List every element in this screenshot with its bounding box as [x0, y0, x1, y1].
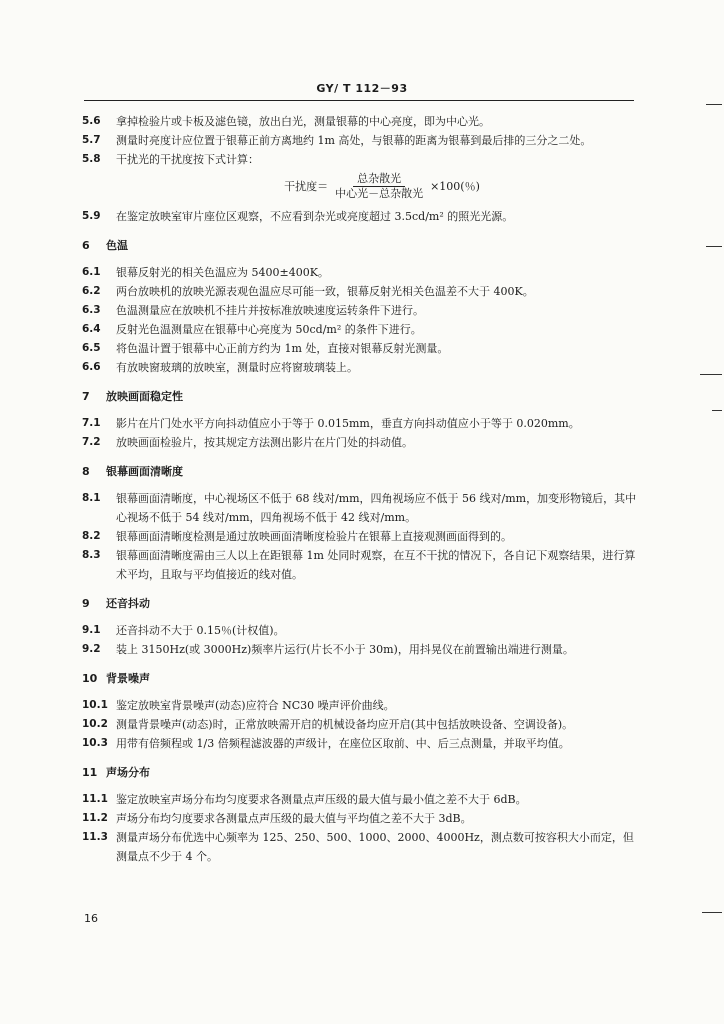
clause-text: 反射光色温测量应在银幕中心亮度为 50cd/m² 的条件下进行。 — [116, 323, 422, 336]
clause — [82, 263, 642, 282]
scan-edge-mark — [706, 104, 722, 105]
section-title: 还音抖动 — [106, 597, 150, 610]
clause-text: 拿掉检验片或卡板及滤色镜，放出白光，测量银幕的中心亮度，即为中心光。 — [116, 115, 490, 128]
clause-text: 银幕反射光的相关色温应为 5400±400K。 — [116, 266, 329, 279]
clause-text: 银幕画面清晰度需由三人以上在距银幕 1m 处同时观察，在互不干扰的情况下，各自记下观察结果，进行算术平均，且取与平均值接近的线对值。 — [116, 549, 636, 581]
clause — [82, 489, 642, 527]
clause — [82, 828, 642, 866]
clause-number: 6.3 — [82, 304, 101, 316]
clause — [82, 301, 642, 320]
section-number: 8 — [82, 465, 90, 478]
clause-5-9 — [82, 207, 642, 226]
section-heading — [82, 594, 642, 613]
clause — [82, 414, 642, 433]
section-number: 6 — [82, 239, 90, 252]
header-rule — [84, 100, 634, 101]
scan-edge-mark — [702, 912, 722, 913]
formula-fraction — [331, 172, 427, 201]
page-number: 16 — [84, 912, 98, 925]
formula-denominator: 中心光－总杂散光 — [335, 186, 424, 200]
clause — [82, 358, 642, 377]
section-number: 10 — [82, 672, 98, 685]
section-title: 色温 — [106, 239, 128, 252]
clause-number: 6.2 — [82, 285, 101, 297]
clause-number: 8.2 — [82, 530, 101, 542]
clause-number: 11.3 — [82, 831, 108, 843]
clause-text: 将色温计置于银幕中心正前方约为 1m 处，直接对银幕反射光测量。 — [116, 342, 449, 355]
clause-text: 用带有倍频程或 1/3 倍频程滤波器的声级计，在座位区取前、中、后三点测量，并取平均值。 — [116, 737, 570, 750]
scan-edge-mark — [706, 246, 722, 247]
clause-number: 10.3 — [82, 737, 108, 749]
clause-5-7 — [82, 131, 642, 150]
clause-number: 6.1 — [82, 266, 101, 278]
clause-text: 鉴定放映室声场分布均匀度要求各测量点声压级的最大值与最小值之差不大于 6dB。 — [116, 793, 527, 806]
clause — [82, 527, 642, 546]
formula-lhs: 干扰度＝ — [284, 180, 329, 193]
clause-text: 测量时亮度计应位置于银幕正前方离地约 1m 高处，与银幕的距离为银幕到最后排的三分之二处。 — [116, 134, 592, 147]
document-code: GY/ T 112－93 — [316, 82, 408, 95]
section-title: 声场分布 — [106, 766, 150, 779]
section-heading — [82, 387, 642, 406]
clause-number: 10.1 — [82, 699, 108, 711]
clause — [82, 282, 642, 301]
clause-text: 放映画面检验片，按其规定方法测出影片在片门处的抖动值。 — [116, 436, 413, 449]
clause-number: 5.8 — [82, 153, 101, 165]
clause-number: 7.2 — [82, 436, 101, 448]
clause-number: 11.2 — [82, 812, 108, 824]
section-title: 放映画面稳定性 — [106, 390, 183, 403]
section-number: 11 — [82, 766, 98, 779]
clause-text: 银幕画面清晰度检测是通过放映画面清晰度检验片在银幕上直接观测画面得到的。 — [116, 530, 512, 543]
clause-text: 测量背景噪声(动态)时，正常放映需开启的机械设备均应开启(其中包括放映设备、空调设备)。 — [116, 718, 574, 731]
clause — [82, 621, 642, 640]
scan-edge-mark — [700, 374, 722, 375]
clause — [82, 715, 642, 734]
clause-number: 7.1 — [82, 417, 101, 429]
clause — [82, 546, 642, 584]
clause-number: 10.2 — [82, 718, 108, 730]
clause — [82, 790, 642, 809]
scan-edge-mark — [712, 410, 722, 411]
clause-text: 银幕画面清晰度，中心视场区不低于 68 线对/mm，四角视场应不低于 56 线对/mm，加变形物镜后，其中心视场不低于 54 线对/mm，四角视场不低于 42 线对/mm。 — [116, 492, 637, 524]
clause-number: 9.2 — [82, 643, 101, 655]
clause — [82, 640, 642, 659]
clause — [82, 320, 642, 339]
clause-number: 6.6 — [82, 361, 101, 373]
clause-text: 两台放映机的放映光源表观色温应尽可能一致，银幕反射光相关色温差不大于 400K。 — [116, 285, 534, 298]
section-number: 9 — [82, 597, 90, 610]
interference-formula — [122, 169, 642, 203]
clause-number: 5.9 — [82, 210, 101, 222]
clause — [82, 809, 642, 828]
clause-text: 影片在片门处水平方向抖动值应小于等于 0.015mm，垂直方向抖动值应小于等于 0.020mm。 — [116, 417, 580, 430]
clause-text: 鉴定放映室背景噪声(动态)应符合 NC30 噪声评价曲线。 — [116, 699, 395, 712]
section-title: 背景噪声 — [106, 672, 150, 685]
section-title: 银幕画面清晰度 — [106, 465, 183, 478]
clause-text: 还音抖动不大于 0.15％(计权值)。 — [116, 624, 285, 637]
formula-numerator: 总杂散光 — [353, 172, 405, 187]
section-heading — [82, 462, 642, 481]
clause — [82, 696, 642, 715]
clause-number: 5.6 — [82, 115, 101, 127]
clause-text: 测量声场分布优选中心频率为 125、250、500、1000、2000、4000Hz，测点数可按容积大小而定，但测量点不少于 4 个。 — [116, 831, 634, 863]
clause-text: 在鉴定放映室审片座位区观察，不应看到杂光或亮度超过 3.5cd/m² 的照光光源。 — [116, 210, 514, 223]
clause-number: 8.1 — [82, 492, 101, 504]
document-body — [82, 112, 642, 866]
clause-number: 11.1 — [82, 793, 108, 805]
clause — [82, 433, 642, 452]
clause-text: 色温测量应在放映机不挂片并按标准放映速度运转条件下进行。 — [116, 304, 424, 317]
clause — [82, 339, 642, 358]
section-number: 7 — [82, 390, 90, 403]
clause-5-8 — [82, 150, 642, 169]
clause — [82, 734, 642, 753]
clause-number: 5.7 — [82, 134, 101, 146]
clause-number: 8.3 — [82, 549, 101, 561]
clause-text: 声场分布均匀度要求各测量点声压级的最大值与平均值之差不大于 3dB。 — [116, 812, 472, 825]
clause-number: 6.4 — [82, 323, 101, 335]
clause-5-6 — [82, 112, 642, 131]
section-heading — [82, 669, 642, 688]
sections-container — [82, 236, 642, 866]
clause-number: 9.1 — [82, 624, 101, 636]
clause-text: 有放映窗玻璃的放映室，测量时应将窗玻璃装上。 — [116, 361, 358, 374]
formula-rhs: ×100(％) — [430, 180, 480, 193]
section-heading — [82, 763, 642, 782]
clause-text: 装上 3150Hz(或 3000Hz)频率片运行(片长不小于 30m)，用抖晃仪在前置输出端进行测量。 — [116, 643, 574, 656]
clause-text: 干扰光的干扰度按下式计算： — [116, 153, 259, 166]
clause-number: 6.5 — [82, 342, 101, 354]
section-heading — [82, 236, 642, 255]
